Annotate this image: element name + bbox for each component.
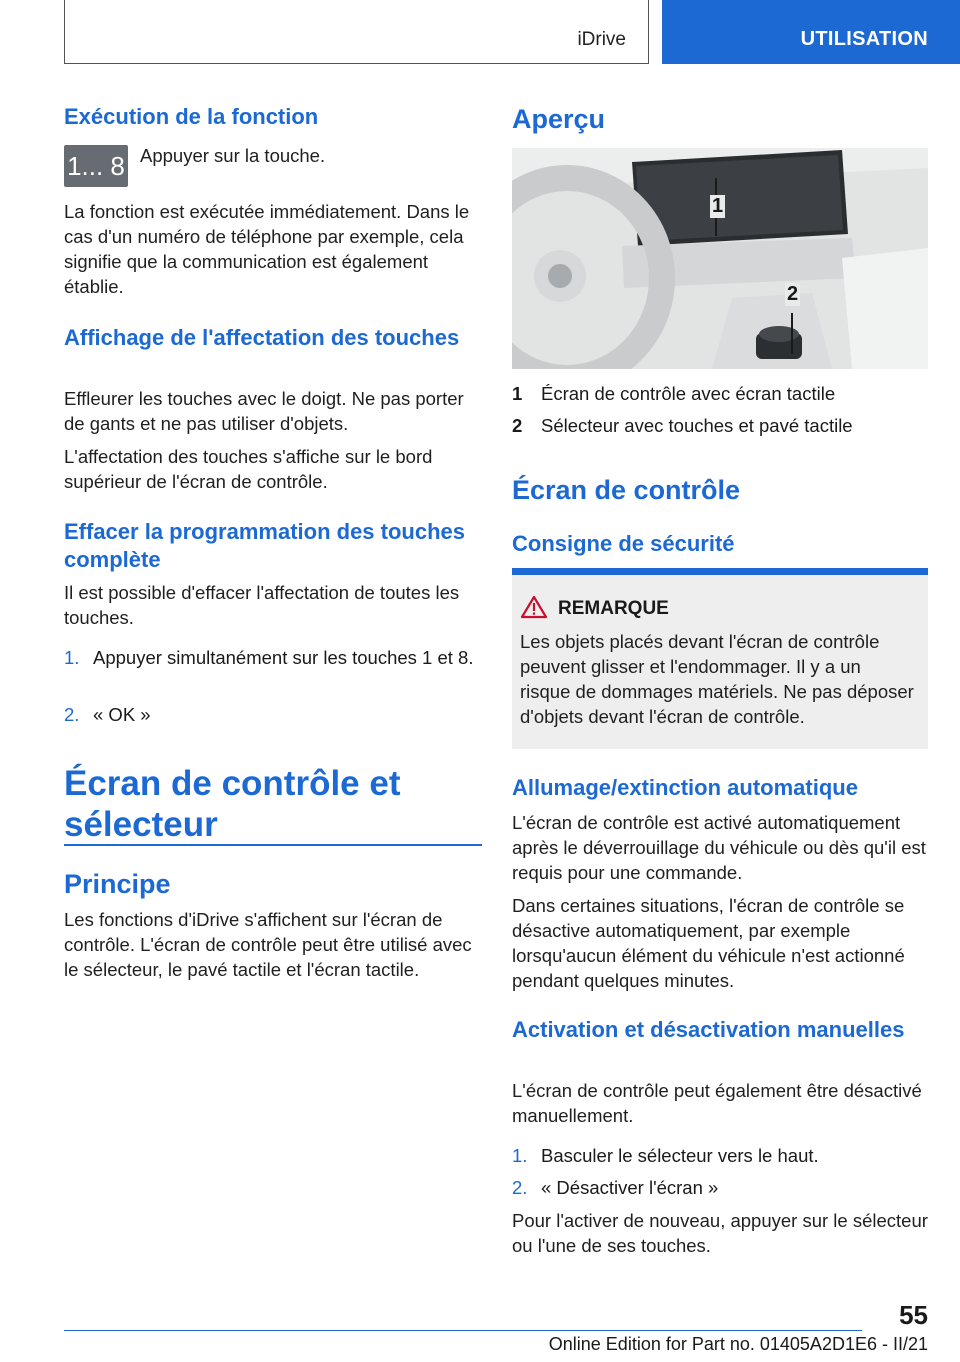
paragraph-activation: L'écran de contrôle peut également être désactivé manuellement. [512, 1080, 922, 1126]
list-number: 1. [512, 1145, 528, 1166]
footer-rule [64, 1330, 862, 1331]
section-rule [64, 844, 482, 846]
paragraph-reactivate: Pour l'activer de nouveau, appuyer sur le sélecteur ou l'une de ses touches. [512, 1210, 928, 1256]
page-number: 55 [899, 1300, 928, 1330]
list-text: Basculer le sélecteur vers le haut. [541, 1145, 819, 1166]
footer-edition: Online Edition for Part no. 01405A2D1E6 - II/21 [548, 1334, 928, 1354]
header-chapter-tab [662, 0, 960, 64]
notice-title: REMARQUE [558, 598, 669, 619]
notice-bar [512, 568, 928, 575]
heading-affichage: Affichage de l'affectation des touches [64, 325, 460, 350]
paragraph-execution: La fonction est exécutée immédiatement. Dans le cas d'un numéro de téléphone par exemple, cela signifie que la communication est également établie. [64, 201, 470, 297]
heading-activation: Activation et désactivation manuelles [512, 1017, 905, 1042]
figure-callout-1: 1 [712, 195, 724, 217]
heading-principe: Principe [64, 869, 171, 899]
warning-icon [520, 595, 548, 619]
legend-number: 2 [512, 415, 523, 436]
legend-number: 1 [512, 383, 523, 404]
heading-execution: Exécution de la fonction [64, 104, 319, 129]
paragraph-principe: Les fonctions d'iDrive s'affichent sur l'écran de contrôle. L'écran de contrôle peut être utilisé avec le sélecteur, le pavé tactile et l'écran tactile. [64, 909, 472, 980]
list-number: 2. [512, 1177, 528, 1198]
dashboard-illustration [512, 148, 928, 369]
dashboard-drawing [512, 148, 928, 369]
list-text: « OK » [93, 704, 151, 725]
key-instruction: Appuyer sur la touche. [140, 145, 326, 166]
header-section-title: iDrive [577, 29, 626, 50]
legend-text: Écran de contrôle avec écran tactile [541, 383, 836, 404]
header-section-box [64, 0, 649, 64]
paragraph-affichage-1: Effleurer les touches avec le doigt. Ne pas porter de gants et ne pas utiliser d'objets. [64, 388, 464, 434]
list-number: 1. [64, 647, 80, 668]
header-chapter-title: UTILISATION [800, 28, 928, 50]
paragraph-effacer: Il est possible d'effacer l'affectation de toutes les touches. [64, 582, 460, 628]
key-1-8-icon: 1... 8 [64, 145, 128, 187]
heading-apercu: Aperçu [512, 104, 606, 134]
paragraph-allumage-1: L'écran de contrôle est activé automatiquement après le déverrouillage du véhicule ou dès qu'il est requis pour une commande. [512, 812, 926, 883]
paragraph-allumage-2: Dans certaines situations, l'écran de contrôle se désactive automatiquement, par exemple lorsqu'aucun élément du véhicule n'est actionné pendant quelques minutes. [512, 895, 905, 991]
heading-effacer: Effacer la programmation des touches complète [64, 519, 465, 572]
figure-callout-2: 2 [787, 283, 799, 305]
heading-ecran-selecteur: Écran de contrôle et sélecteur [64, 764, 401, 844]
list-text: Appuyer simultanément sur les touches 1 et 8. [93, 647, 474, 668]
heading-allumage: Allumage/extinction automatique [512, 775, 858, 800]
list-number: 2. [64, 704, 80, 725]
heading-ecran-controle: Écran de contrôle [512, 475, 741, 505]
notice-box [512, 568, 928, 749]
legend-text: Sélecteur avec touches et pavé tactile [541, 415, 853, 436]
heading-consigne: Consigne de sécurité [512, 531, 735, 556]
notice-text: Les objets placés devant l'écran de contrôle peuvent glisser et l'endommager. Il y a un risque de dommages matériels. Ne pas déposer d'objets devant l'écran de contrôle. [520, 631, 914, 727]
list-text: « Désactiver l'écran » [541, 1177, 719, 1198]
paragraph-affichage-2: L'affectation des touches s'affiche sur le bord supérieur de l'écran de contrôle. [64, 446, 433, 492]
